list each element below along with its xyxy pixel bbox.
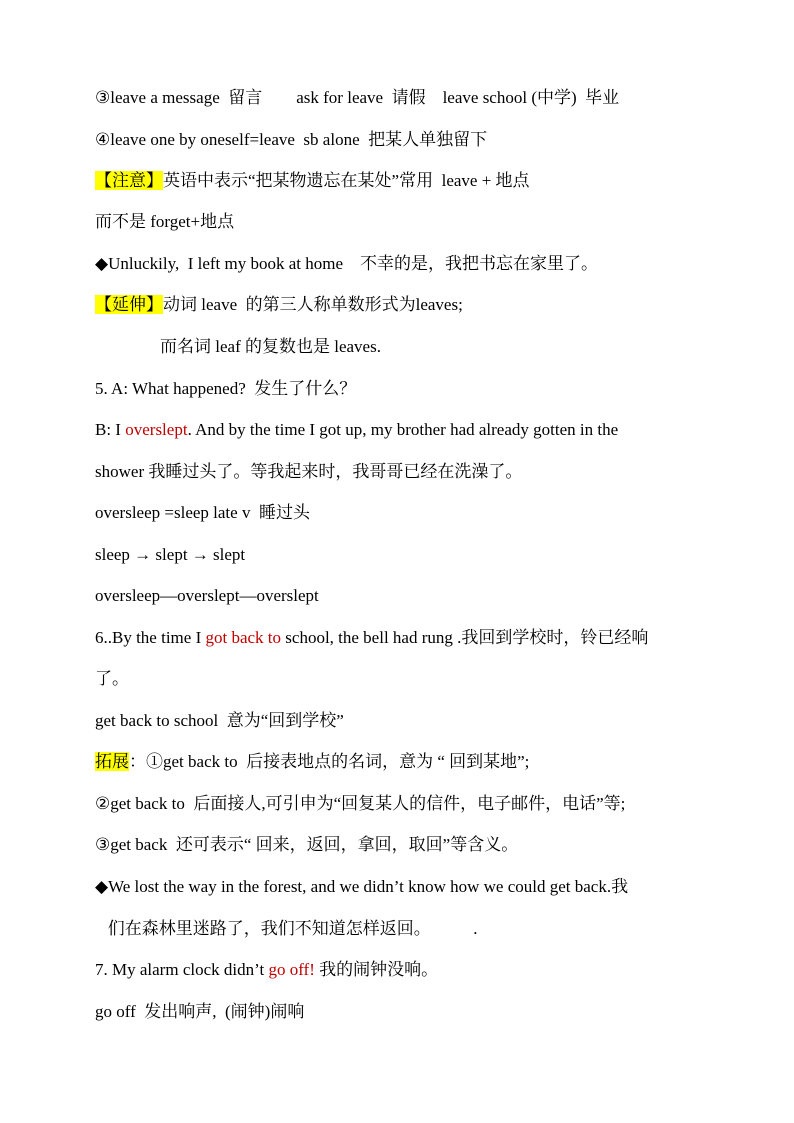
text-segment: 而不是 forget+地点 <box>95 212 235 231</box>
line-7 <box>160 335 724 359</box>
text-segment: shower 我睡过头了。等我起来时，我哥哥已经在洗澡了。 <box>95 462 523 481</box>
line-15 <box>95 667 724 691</box>
text-segment: get back to school 意为“回到学校” <box>95 711 344 730</box>
text-segment: ◆Unluckily, I left my book at home 不幸的是，我把书忘在家里了。 <box>95 254 599 273</box>
highlighted-label: 【注意】 <box>95 171 163 190</box>
line-23 <box>95 1000 724 1024</box>
text-segment: ②get back to 后面接人,可引申为“回复某人的信件，电子邮件，电话”等; <box>95 794 626 813</box>
text-segment: oversleep =sleep late v 睡过头 <box>95 503 310 522</box>
line-11 <box>95 501 724 525</box>
line-14 <box>95 626 724 650</box>
text-segment: school, the bell had rung .我回到学校时，铃已经响 <box>281 628 649 647</box>
text-segment: 动词 leave 的第三人称单数形式为leaves; <box>163 295 463 314</box>
text-segment: sleep → slept → slept <box>95 545 246 564</box>
text-segment: oversleep—overslept—overslept <box>95 586 319 605</box>
line-18 <box>95 792 724 816</box>
text-segment: 6..By the time I <box>95 628 206 647</box>
text-segment: 了。 <box>95 669 129 688</box>
line-8 <box>95 377 724 401</box>
line-20 <box>95 875 724 899</box>
text-segment: ③get back 还可表示“ 回来，返回，拿回，取回”等含义。 <box>95 835 519 854</box>
line-10 <box>95 460 724 484</box>
text-segment: ③leave a message 留言 ask for leave 请假 leave school (中学) 毕业 <box>95 88 620 107</box>
key-phrase: go off! <box>268 960 315 979</box>
line-1 <box>95 86 724 110</box>
line-6 <box>95 293 724 317</box>
line-21 <box>95 917 724 941</box>
text-segment: ④leave one by oneself=leave sb alone 把某人单独留下 <box>95 130 488 149</box>
line-4 <box>95 210 724 234</box>
highlighted-label: 【延伸】 <box>95 295 163 314</box>
line-3 <box>95 169 724 193</box>
text-segment: 而名词 leaf 的复数也是 leaves. <box>160 337 381 356</box>
text-segment: ：①get back to 后接表地点的名词，意为 “ 回到某地”; <box>129 752 530 771</box>
text-segment: 5. A: What happened? 发生了什么？ <box>95 379 357 398</box>
text-segment: . And by the time I got up, my brother had already gotten in the <box>187 420 619 439</box>
line-13 <box>95 584 724 608</box>
text-segment: go off 发出响声, (闹钟)闹响 <box>95 1002 305 1021</box>
text-segment: 英语中表示“把某物遗忘在某处”常用 leave + 地点 <box>163 171 530 190</box>
text-segment: 们在森林里迷路了，我们不知道怎样返回。 . <box>95 919 478 938</box>
key-phrase: overslept <box>125 420 188 439</box>
line-19 <box>95 833 724 857</box>
line-16 <box>95 709 724 733</box>
highlighted-label: 拓展 <box>95 752 129 771</box>
line-17 <box>95 750 724 774</box>
line-2 <box>95 128 724 152</box>
text-segment: B: I <box>95 420 126 439</box>
line-9 <box>95 418 724 442</box>
text-segment: ◆We lost the way in the forest, and we didn’t know how we could get back.我 <box>95 877 629 896</box>
line-22 <box>95 958 724 982</box>
text-segment: 我的闹钟没响。 <box>314 960 439 979</box>
key-phrase: got back to <box>205 628 282 647</box>
line-12 <box>95 543 724 567</box>
line-5 <box>95 252 724 276</box>
text-segment: 7. My alarm clock didn’t <box>95 960 269 979</box>
